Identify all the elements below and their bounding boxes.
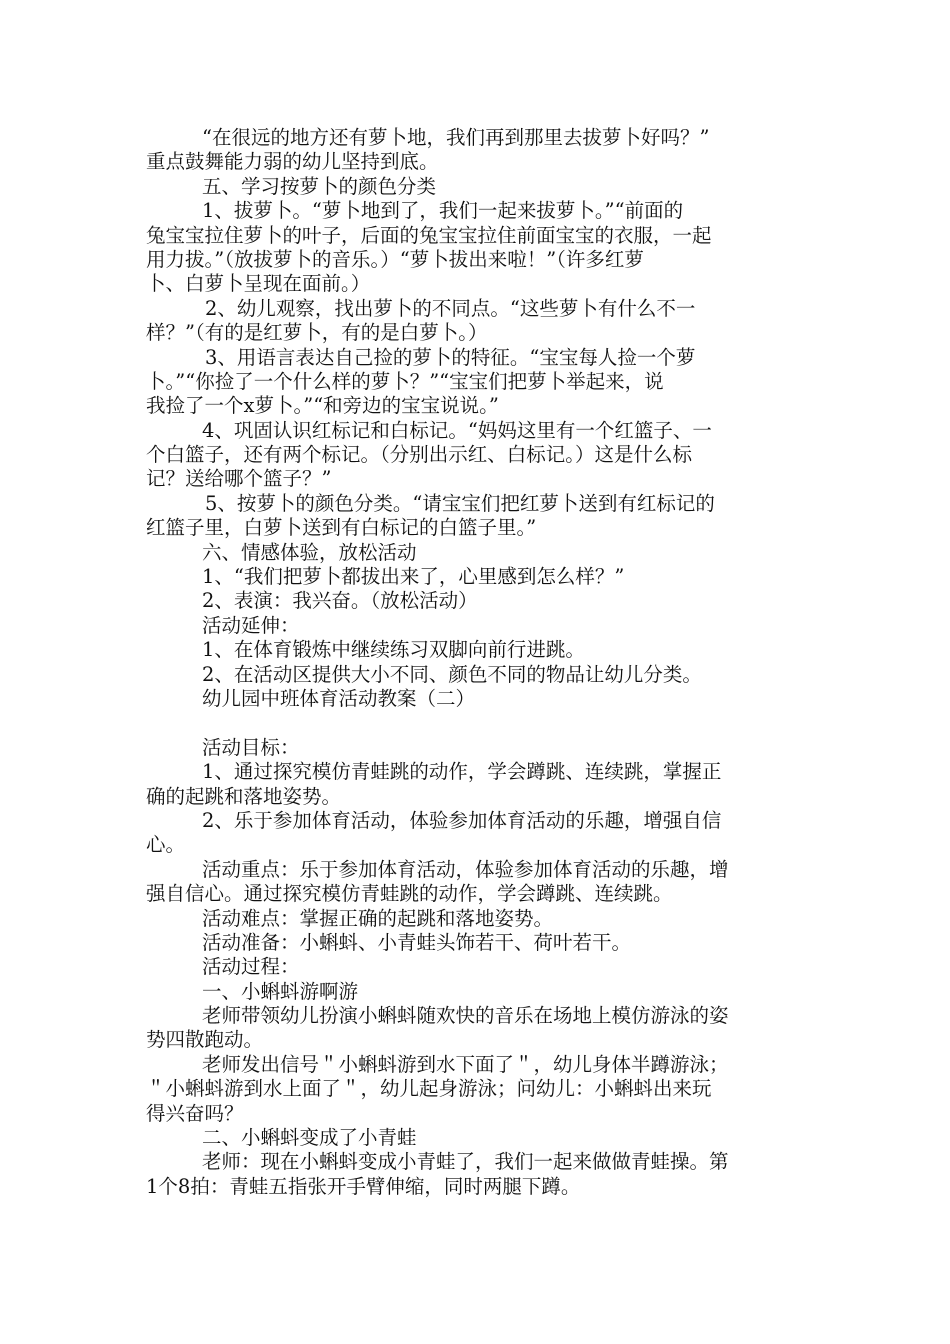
text-line: 1、拔萝卜。“萝卜地到了，我们一起来拔萝卜。”“前面的 xyxy=(202,199,684,223)
document-title: 幼儿园中班体育活动教案（二） xyxy=(202,686,476,710)
section-heading: 活动过程： xyxy=(202,955,300,979)
section-heading: 二、小蝌蚪变成了小青蛙 xyxy=(202,1126,417,1150)
text-line: 2、乐于参加体育活动，体验参加体育活动的乐趣，增强自信 xyxy=(202,808,722,832)
text-line: “在很远的地方还有萝卜地，我们再到那里去拔萝卜好吗？” xyxy=(202,126,710,149)
text-line: 活动准备：小蝌蚪、小青蛙头饰若干、荷叶若干。 xyxy=(202,930,632,954)
text-line: 重点鼓舞能力弱的幼儿坚持到底。 xyxy=(146,150,439,174)
document-body xyxy=(146,126,808,1199)
text-line: 强自信心。通过探究模仿青蛙跳的动作，学会蹲跳、连续跳。 xyxy=(146,882,673,906)
text-line: 活动重点：乐于参加体育活动，体验参加体育活动的乐趣，增 xyxy=(202,857,729,881)
text-line: 老师：现在小蝌蚪变成小青蛙了，我们一起来做做青蛙操。第 xyxy=(202,1150,729,1174)
text-line: 样？”（有的是红萝卜，有的是白萝卜。） xyxy=(146,321,488,345)
text-line: 2、在活动区提供大小不同、颜色不同的物品让幼儿分类。 xyxy=(202,662,702,686)
text-line: 1个8拍：青蛙五指张开手臂伸缩，同时两腿下蹲。 xyxy=(146,1174,581,1198)
text-line: 老师发出信号＂小蝌蚪游到水下面了＂，幼儿身体半蹲游泳； xyxy=(202,1052,729,1076)
text-line: 4、巩固认识红标记和白标记。“妈妈这里有一个红篮子、一 xyxy=(202,418,712,442)
text-line: 我捡了一个x萝卜。”“和旁边的宝宝说说。” xyxy=(146,394,499,418)
text-line: 2、幼儿观察，找出萝卜的不同点。“这些萝卜有什么不一 xyxy=(205,296,696,320)
text-line: 兔宝宝拉住萝卜的叶子，后面的兔宝宝拉住前面宝宝的衣服，一起 xyxy=(146,223,712,247)
text-line: 1、“我们把萝卜都拔出来了，心里感到怎么样？” xyxy=(202,565,625,589)
text-line: 记？送给哪个篮子？” xyxy=(146,467,332,491)
section-heading: 一、小蝌蚪游啊游 xyxy=(202,979,359,1003)
text-line: 5、按萝卜的颜色分类。“请宝宝们把红萝卜送到有红标记的 xyxy=(205,491,715,515)
text-line: 用力拔。”（放拔萝卜的音乐。）“萝卜拔出来啦！”（许多红萝 xyxy=(146,247,644,271)
text-line: 3、用语言表达自己捡的萝卜的特征。“宝宝每人捡一个萝 xyxy=(205,345,696,369)
text-line: 个白篮子，还有两个标记。（分别出示红、白标记。）这是什么标 xyxy=(146,443,693,467)
text-line: 红篮子里，白萝卜送到有白标记的白篮子里。” xyxy=(146,516,537,540)
blank-line xyxy=(146,711,808,735)
section-heading: 活动延伸： xyxy=(202,613,300,637)
text-line: 得兴奋吗？ xyxy=(146,1101,244,1125)
text-line: 确的起跳和落地姿势。 xyxy=(146,784,342,808)
text-line: 1、在体育锻炼中继续练习双脚向前行进跳。 xyxy=(202,638,585,662)
text-line: 卜、白萝卜呈现在面前。） xyxy=(146,272,371,296)
text-line: 势四散跑动。 xyxy=(146,1028,264,1052)
section-heading: 活动目标： xyxy=(202,735,300,759)
text-line: 活动难点：掌握正确的起跳和落地姿势。 xyxy=(202,906,554,930)
text-line: 1、通过探究模仿青蛙跳的动作，学会蹲跳、连续跳，掌握正 xyxy=(202,760,722,784)
text-line: 2、表演：我兴奋。（放松活动） xyxy=(202,589,478,613)
text-line: 老师带领幼儿扮演小蝌蚪随欢快的音乐在场地上模仿游泳的姿 xyxy=(202,1004,729,1028)
text-line: 心。 xyxy=(146,833,186,857)
section-heading: 六、情感体验，放松活动 xyxy=(202,540,417,564)
text-line: 卜。”“你捡了一个什么样的萝卜？”“宝宝们把萝卜举起来，说 xyxy=(146,369,664,393)
section-heading: 五、学习按萝卜的颜色分类 xyxy=(202,174,437,198)
text-line: ＂小蝌蚪游到水上面了＂，幼儿起身游泳；问幼儿：小蝌蚪出来玩 xyxy=(146,1077,712,1101)
